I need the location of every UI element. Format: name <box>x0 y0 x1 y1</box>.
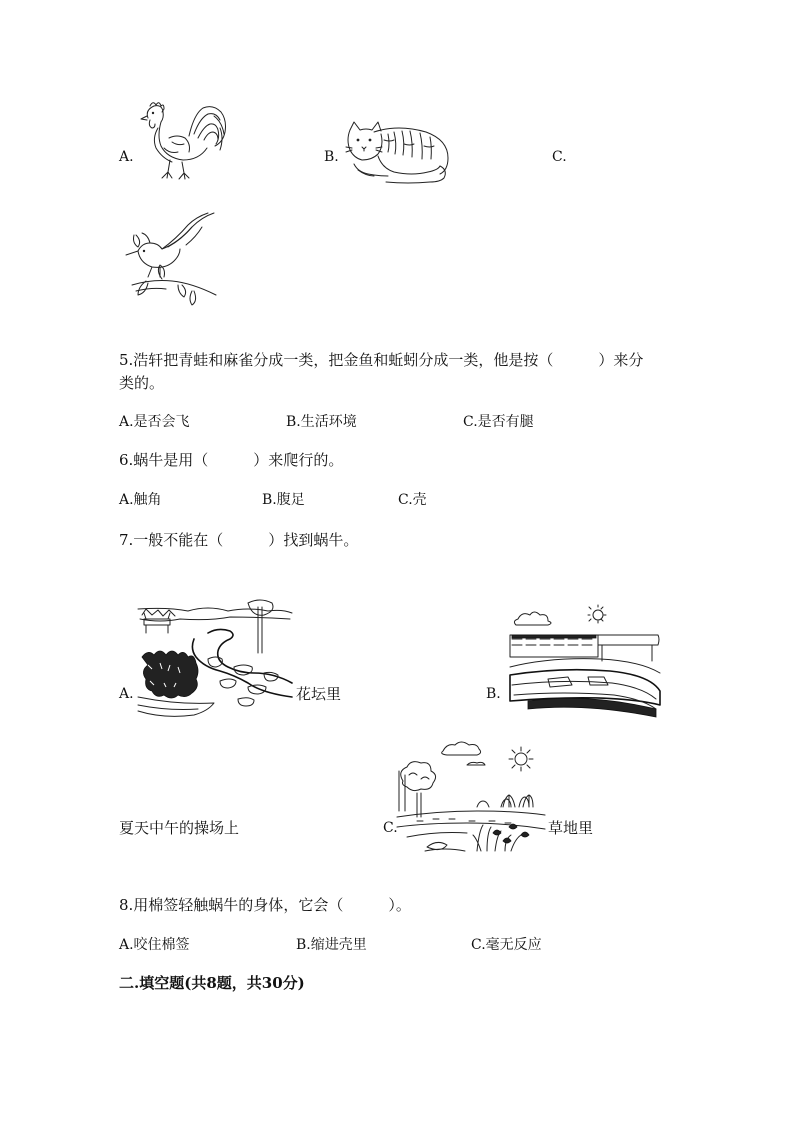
q6-option-c[interactable]: C.壳 <box>398 492 427 508</box>
q7-option-a-label[interactable]: A. <box>119 686 134 702</box>
rooster-image <box>134 98 234 184</box>
q4-option-b-label[interactable]: B. <box>324 149 339 165</box>
q5-stem-line1: 5.浩轩把青蛙和麻雀分成一类，把金鱼和蚯蚓分成一类，他是按（ ）来分 <box>119 351 644 369</box>
section-2-heading: 二.填空题(共8题，共30分) <box>119 974 305 992</box>
q6-stem: 6.蜗牛是用（ ）来爬行的。 <box>119 451 344 469</box>
q7-option-a-text[interactable]: 花坛里 <box>296 685 342 703</box>
q5-stem-line2: 类的。 <box>119 374 165 392</box>
q5-option-a[interactable]: A.是否会飞 <box>119 414 190 430</box>
tiger-image <box>344 120 452 184</box>
q7-option-c-label[interactable]: C. <box>383 820 398 836</box>
q6-option-b[interactable]: B.腹足 <box>262 492 305 508</box>
q5-option-c[interactable]: C.是否有腿 <box>463 414 534 430</box>
playground-image <box>508 605 662 719</box>
q7-option-b-label[interactable]: B. <box>486 686 501 702</box>
q4-option-a-label[interactable]: A. <box>119 149 134 165</box>
flower-bed-image <box>138 603 292 719</box>
q7-stem: 7.一般不能在（ ）找到蜗牛。 <box>119 531 359 549</box>
q8-option-c[interactable]: C.毫无反应 <box>471 937 542 953</box>
q8-stem: 8.用棉签轻触蜗牛的身体，它会（ ）。 <box>119 896 411 914</box>
q7-option-b-text[interactable]: 夏天中午的操场上 <box>119 819 240 837</box>
q6-option-a[interactable]: A.触角 <box>119 492 162 508</box>
q4-option-c-label[interactable]: C. <box>552 149 567 165</box>
q8-option-b[interactable]: B.缩进壳里 <box>296 937 367 953</box>
bird-image <box>122 211 220 307</box>
q5-option-b[interactable]: B.生活环境 <box>286 414 357 430</box>
grassland-image <box>397 741 545 855</box>
q8-option-a[interactable]: A.咬住棉签 <box>119 937 190 953</box>
q7-option-c-text[interactable]: 草地里 <box>548 819 594 837</box>
